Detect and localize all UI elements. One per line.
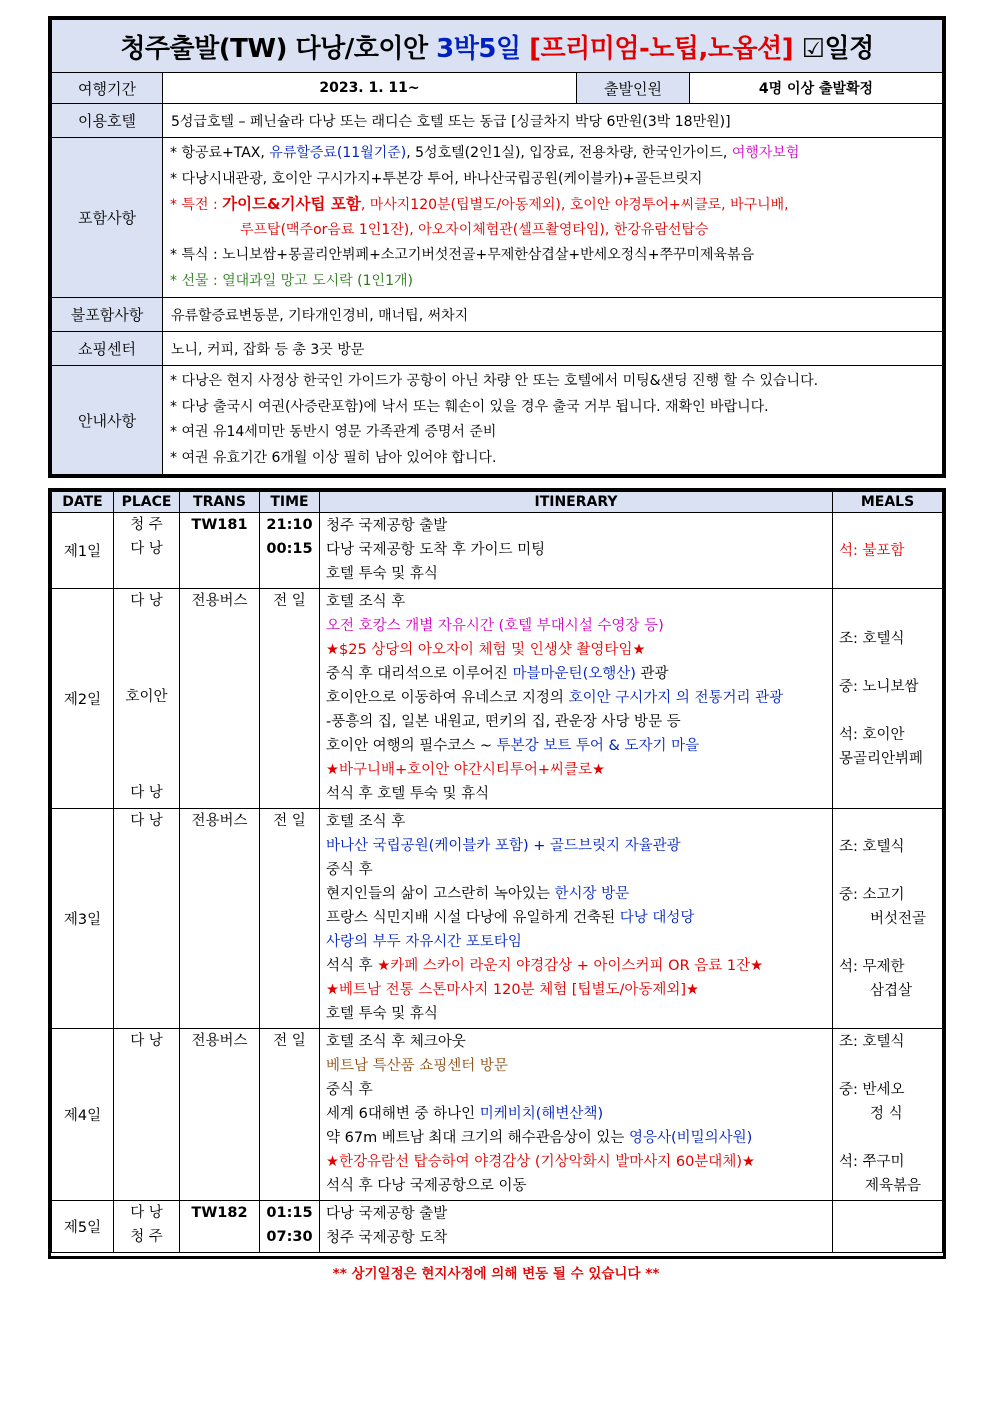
title-duration: 3박5일 — [436, 33, 530, 64]
itinerary-line: 청주 국제공항 도착 — [326, 1230, 448, 1246]
itinerary-line: 석식 후 호텔 투숙 및 휴식 — [326, 786, 490, 802]
day-label: 제1일 — [52, 513, 114, 589]
itinerary-line: 호텔 투숙 및 휴식 — [326, 566, 438, 582]
title-schedule: ☑일정 — [793, 33, 874, 64]
flight-number: TW182 — [191, 1205, 248, 1221]
itinerary-line: 현지인들의 삶이 고스란히 녹아있는 한시장 방문 — [326, 886, 630, 902]
notice-line: * 다낭은 현지 사정상 한국인 가이드가 공항이 아닌 차량 안 또는 호텔에서 미팅&샌딩 진행 할 수 있습니다. — [170, 373, 819, 389]
transport: 전용버스 — [191, 593, 248, 609]
header-time: TIME — [260, 492, 320, 513]
place-name: 다 낭 — [130, 813, 163, 829]
included-line-3: * 특전 : 가이드&기사팁 포함, 마사지120분(팁별도/아동제외), 호이안 야경투어+씨클로, 바구니배, — [170, 195, 789, 213]
hotel-label: 이용호텔 — [52, 104, 163, 138]
meal-lunch: 중: 노니보쌈 — [839, 678, 919, 695]
place-name: 다 낭 — [130, 1205, 163, 1221]
meal-lunch: 버섯전골 — [870, 910, 927, 927]
meal-dinner: 석: 쭈구미 — [839, 1154, 905, 1170]
time-value: 07:30 — [266, 1229, 313, 1245]
people-value: 4명 이상 출발확정 — [690, 73, 943, 104]
excluded-value: 유류할증료변동분, 기타개인경비, 매너팁, 써차지 — [163, 298, 943, 332]
header-meals: MEALS — [833, 492, 943, 513]
time-cell — [260, 589, 320, 809]
meal-dinner: 석: 불포함 — [839, 542, 905, 559]
itinerary-cell — [320, 1029, 833, 1201]
day-row-3 — [52, 809, 943, 1029]
meal-dinner: 석: 호이안 — [839, 726, 905, 743]
place-cell — [114, 1029, 180, 1201]
trans-cell — [180, 1029, 260, 1201]
meal-dinner: 몽골리안뷔페 — [839, 750, 924, 767]
itinerary-line: ★바구니배+호이안 야간시티투어+씨클로★ — [326, 762, 606, 778]
itinerary-line: 사랑의 부두 자유시간 포토타임 — [326, 934, 522, 950]
day-row-1 — [52, 513, 943, 589]
itinerary-line: ★한강유람선 탑승하여 야경감상 (기상악화시 발마사지 60분대체)★ — [326, 1154, 755, 1170]
itinerary-line: ★$25 상당의 아오자이 체험 및 인생샷 촬영타임★ — [326, 642, 646, 658]
meal-breakfast: 조: 호텔식 — [839, 630, 905, 647]
trans-cell — [180, 809, 260, 1029]
trans-cell — [180, 513, 260, 589]
included-line-6: * 선물 : 열대과일 망고 도시락 (1인1개) — [170, 272, 413, 289]
people-label: 출발인원 — [577, 73, 690, 104]
info-block — [48, 16, 946, 478]
time-value: 21:10 — [266, 517, 313, 533]
itinerary-line: 다낭 국제공항 출발 — [326, 1206, 448, 1222]
included-line-4: 루프탑(맥주or음료 1인1잔), 아오자이체험관(셀프촬영타임), 한강유람선탑승 — [240, 221, 709, 238]
meals-cell — [833, 513, 943, 589]
place-name: 다 낭 — [130, 1033, 163, 1049]
itinerary-line: 세계 6대해변 중 하나인 미케비치(해변산책) — [326, 1106, 604, 1122]
itinerary-line: 베트남 특산품 쇼핑센터 방문 — [326, 1058, 508, 1074]
itinerary-line: 석식 후 다낭 국제공항으로 이동 — [326, 1178, 527, 1194]
hotel-value: 5성급호텔 – 페닌슐라 다낭 또는 래디슨 호텔 또는 동급 [싱글차지 박당 6만원(3박 18만원)] — [163, 104, 943, 138]
place-name: 청 주 — [130, 1229, 163, 1245]
meal-dinner: 제육볶음 — [865, 1178, 922, 1194]
trans-cell — [180, 589, 260, 809]
itinerary-line: 호텔 조식 후 — [326, 594, 406, 610]
meals-cell — [833, 809, 943, 1029]
itinerary-line: 약 67m 베트남 최대 크기의 해수관음상이 있는 영응사(비밀의사원) — [326, 1130, 753, 1146]
itinerary-line: 청주 국제공항 출발 — [326, 518, 448, 534]
period-label: 여행기간 — [52, 73, 163, 104]
time-value: 01:15 — [266, 1205, 313, 1221]
day-label: 제4일 — [52, 1029, 114, 1201]
notice-line: * 여권 유14세미만 동반시 영문 가족관계 증명서 준비 — [170, 424, 497, 440]
itinerary-line: 오전 호캉스 개별 자유시간 (호텔 부대시설 수영장 등) — [326, 618, 664, 634]
place-cell — [114, 513, 180, 589]
header-date: DATE — [52, 492, 114, 513]
itinerary-line: 중식 후 — [326, 862, 373, 878]
itinerary-cell — [320, 589, 833, 809]
meals-cell — [833, 1201, 943, 1253]
day-label: 제2일 — [52, 589, 114, 809]
time-value: 전 일 — [273, 813, 306, 829]
transport: 전용버스 — [191, 813, 248, 829]
transport: 전용버스 — [191, 1033, 248, 1049]
itinerary-line: 호이안으로 이동하여 유네스코 지정의 호이안 구시가지 의 전통거리 관광 — [326, 690, 784, 706]
meals-cell — [833, 589, 943, 809]
meal-dinner: 삼겹살 — [870, 982, 913, 999]
footnote: ** 상기일정은 현지사정에 의해 변동 될 수 있습니다 ** — [332, 1266, 660, 1282]
included-list — [163, 138, 943, 298]
meal-breakfast: 조: 호텔식 — [839, 1034, 905, 1050]
notice-label: 안내사항 — [52, 366, 163, 475]
place-name: 다 낭 — [130, 593, 163, 609]
included-line-5: * 특식 : 노니보쌈+몽골리안뷔페+소고기버섯전골+무제한삼겹살+반세오정식+쭈꾸미제육볶음 — [170, 247, 755, 263]
shopping-label: 쇼핑센터 — [52, 332, 163, 366]
meals-cell — [833, 1029, 943, 1201]
flight-number: TW181 — [191, 517, 248, 533]
meal-lunch: 정 식 — [870, 1106, 903, 1122]
place-cell — [114, 589, 180, 809]
itinerary-cell — [320, 809, 833, 1029]
time-cell — [260, 1029, 320, 1201]
day-label: 제5일 — [52, 1201, 114, 1253]
meal-dinner: 석: 무제한 — [839, 958, 905, 975]
meal-lunch: 중: 소고기 — [839, 886, 905, 903]
itinerary-line: 호이안 여행의 필수코스 ~ 투본강 보트 투어 & 도자기 마을 — [326, 738, 700, 754]
time-value: 전 일 — [273, 593, 306, 609]
itinerary-line: 프랑스 식민지배 시설 다낭에 유일하게 건축된 다낭 대성당 — [326, 910, 695, 926]
itinerary-cell — [320, 513, 833, 589]
day-row-5 — [52, 1201, 943, 1253]
notice-line: * 여권 유효기간 6개월 이상 필히 남아 있어야 합니다. — [170, 449, 497, 466]
meal-lunch: 중: 반세오 — [839, 1082, 905, 1098]
itinerary-line: 석식 후 ★카페 스카이 라운지 야경감상 + 아이스커피 OR 음료 1잔★ — [326, 958, 764, 974]
place-cell — [114, 809, 180, 1029]
itinerary-line: 호텔 조식 후 체크아웃 — [326, 1034, 466, 1050]
info-table — [51, 19, 943, 475]
trans-cell — [180, 1201, 260, 1253]
place-name: 호이안 — [125, 689, 168, 705]
itinerary-line: 호텔 조식 후 — [326, 814, 406, 830]
itinerary-line: 바나산 국립공원(케이블카 포함) + 골드브릿지 자율관광 — [326, 838, 681, 854]
itinerary-cell — [320, 1201, 833, 1253]
excluded-label: 불포함사항 — [52, 298, 163, 332]
day-label: 제3일 — [52, 809, 114, 1029]
itinerary-line: 중식 후 — [326, 1082, 373, 1098]
included-line-2: * 다낭시내관광, 호이안 구시가지+투본강 투어, 바나산국립공원(케이블카)+골든브릿지 — [170, 170, 703, 187]
included-label: 포함사항 — [52, 138, 163, 298]
included-line-1: * 항공료+TAX, 유류할증료(11월기준), 5성호텔(2인1실), 입장료, 전용차량, 한국인가이드, 여행자보험 — [170, 145, 800, 161]
itinerary-table — [51, 491, 943, 1253]
itinerary-line: 호텔 투숙 및 휴식 — [326, 1006, 438, 1022]
period-value: 2023. 1. 11~ — [163, 73, 577, 104]
title-route: 청주출발(TW) 다낭/호이안 — [120, 33, 437, 64]
itinerary-line: -풍흥의 집, 일본 내원교, 떤키의 집, 관운장 사당 방문 등 — [326, 714, 681, 730]
notice-list — [163, 366, 943, 475]
place-name: 다 낭 — [130, 541, 163, 557]
shopping-value: 노니, 커피, 잡화 등 총 3곳 방문 — [163, 332, 943, 366]
place-name: 청 주 — [130, 517, 163, 533]
place-name: 다 낭 — [130, 785, 163, 801]
header-itinerary: ITINERARY — [320, 492, 833, 513]
day-row-2 — [52, 589, 943, 809]
itinerary-line: ★베트남 전통 스톤마사지 120분 체험 [팁별도/아동제외]★ — [326, 982, 700, 998]
title-premium: [프리미엄-노팁,노옵션] — [529, 33, 794, 64]
notice-line: * 다낭 출국시 여권(사증란포함)에 낙서 또는 훼손이 있을 경우 출국 거부 됩니다. 재확인 바랍니다. — [170, 398, 769, 415]
page-title — [52, 20, 943, 73]
itinerary-line: 다낭 국제공항 도착 후 가이드 미팅 — [326, 542, 546, 558]
meal-breakfast: 조: 호텔식 — [839, 838, 905, 855]
time-value: 00:15 — [266, 541, 313, 557]
day-row-4 — [52, 1029, 943, 1201]
itinerary-block — [48, 488, 946, 1259]
header-trans: TRANS — [180, 492, 260, 513]
time-value: 전 일 — [273, 1033, 306, 1049]
place-cell — [114, 1201, 180, 1253]
time-cell — [260, 513, 320, 589]
time-cell — [260, 1201, 320, 1253]
header-place: PLACE — [114, 492, 180, 513]
itinerary-line: 중식 후 대리석으로 이루어진 마블마운틴(오행산) 관광 — [326, 666, 669, 682]
time-cell — [260, 809, 320, 1029]
